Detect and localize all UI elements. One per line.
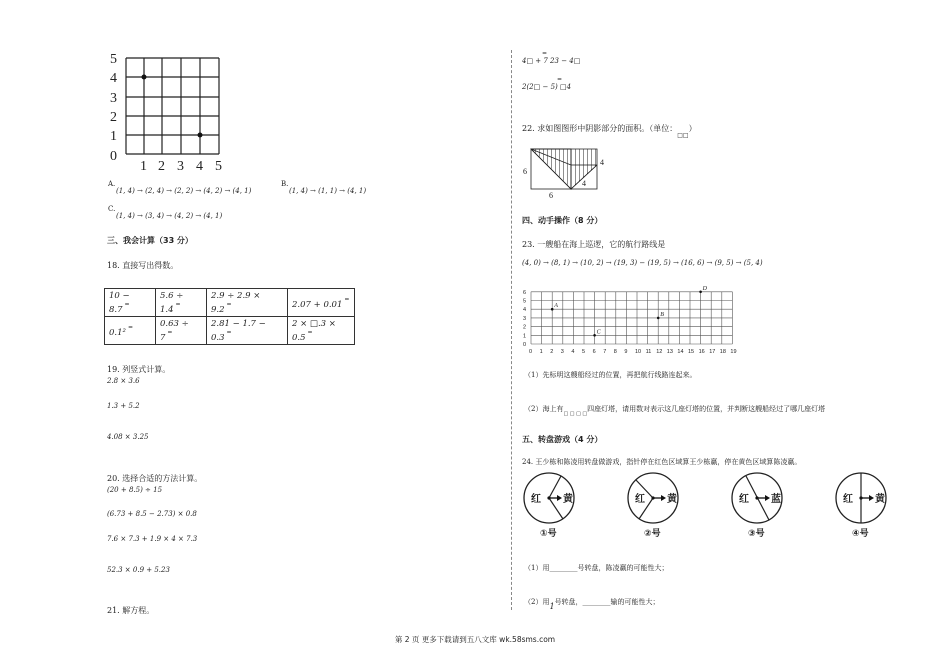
spinner-wheel — [628, 473, 678, 539]
point-label: D — [702, 285, 707, 292]
x-tick: 18 — [719, 349, 726, 355]
point-B — [657, 317, 660, 320]
eq2-symbol: = — [557, 76, 563, 83]
calc-cell: 2 × □.3 × 0.5= — [288, 317, 355, 345]
option-b-route: (1, 4) → (1, 1) → (4, 1) — [289, 187, 367, 195]
y-tick: 0 — [523, 342, 527, 348]
y-tick: 6 — [523, 289, 527, 296]
x-tick: 16 — [698, 349, 705, 355]
x-tick: 9 — [624, 349, 628, 355]
wheel-right-label: 黄 — [563, 494, 573, 505]
x-tick: 12 — [656, 349, 663, 355]
x-tick: 4 — [571, 349, 575, 355]
q18-table — [104, 288, 355, 345]
y-tick: 4 — [110, 71, 117, 86]
figure-label: 6 — [549, 191, 553, 200]
wheel-right-label: 黄 — [875, 494, 885, 505]
spinner-wheel — [836, 473, 886, 539]
point-label: B — [660, 311, 664, 318]
section-3-title: 三、我会计算（33 分） — [107, 236, 193, 245]
calc-cell: 2.07 + 0.01= — [288, 289, 355, 317]
q23-sub1: （1）先标明这艘船经过的位置，再把航行线路连起来。 — [524, 371, 697, 379]
y-tick: 3 — [110, 91, 117, 106]
calc-cell: 2.9 ÷ 2.9 × 9.2= — [207, 289, 288, 317]
wheels-row — [520, 470, 900, 554]
y-tick: 0 — [110, 149, 117, 164]
shaded-area-figure — [519, 145, 611, 200]
q19-item: 4.08 × 3.25 — [107, 433, 149, 441]
q21-text: 21. 解方程。 — [107, 606, 155, 615]
q23-text: 23. 一艘船在海上巡逻，它的航行路线是 — [522, 240, 666, 249]
x-tick: 8 — [613, 349, 617, 355]
grid-point-4-1 — [198, 133, 203, 138]
q23-route: (4, 0) → (8, 1) → (10, 2) → (19, 3) − (19, 5) → (16, 6) → (9, 5) → (5, 4) — [522, 259, 763, 267]
x-tick: 4 — [196, 159, 203, 172]
calc-cell: 10 − 8.7= — [105, 289, 156, 317]
x-tick: 5 — [215, 159, 222, 172]
wheel-left-label: 红 — [843, 494, 853, 505]
calc-cell: 0.63 ÷ 7= — [156, 317, 207, 345]
y-tick: 3 — [523, 315, 527, 322]
wheel-right-label: 蓝 — [771, 494, 781, 505]
equation-1: 4□ + 7 23 − 4□ — [522, 57, 581, 65]
wheel-right-label: 黄 — [667, 494, 677, 505]
q22-text: 22. 求如图图形中阴影部分的面积。（单位：$_{□□}$） — [522, 124, 697, 139]
y-tick: 2 — [110, 110, 117, 125]
x-tick: 11 — [645, 349, 652, 355]
q24-sub2: （2）用1号转盘，________输的可能性大； — [524, 598, 660, 611]
calc-cell: 5.6 ÷ 1.4= — [156, 289, 207, 317]
option-a-route: (1, 4) → (2, 4) → (2, 2) → (4, 2) → (4, 1) — [116, 187, 252, 195]
wheel-number-label: ③号 — [748, 529, 765, 539]
spinner-wheel — [524, 473, 574, 539]
option-c-label: C. — [108, 205, 116, 213]
x-tick: 17 — [709, 349, 716, 355]
q23-sub2: （2）海上有$_{□ □ □ □}$四座灯塔，请用数对表示这几座灯塔的位置，并判断这艘船经过了哪几座灯塔 — [524, 405, 826, 417]
q18-text: 18. 直接写出得数。 — [107, 261, 179, 270]
q24-sub1: （1）用________号转盘，陈凌赢的可能性大； — [524, 564, 669, 572]
x-tick: 2 — [158, 159, 165, 172]
calc-cell: 2.81 − 1.7 − 0.3= — [207, 317, 288, 345]
column-divider — [511, 50, 512, 610]
x-tick: 13 — [666, 349, 673, 355]
y-tick: 4 — [523, 307, 527, 314]
x-tick: 3 — [560, 349, 564, 355]
x-tick: 7 — [603, 349, 607, 355]
x-tick: 3 — [177, 159, 184, 172]
y-tick: 2 — [523, 324, 527, 331]
eq1-symbol: = — [542, 50, 548, 57]
q24-text: 24. 王少栋和陈凌用转盘做游戏，指针停在红色区域算王少栋赢，停在黄色区域算陈凌赢。 — [522, 458, 802, 466]
wheel-number-label: ②号 — [644, 529, 661, 539]
section-5-title: 五、转盘游戏（4 分） — [522, 435, 603, 444]
grid-point-1-4 — [142, 75, 147, 80]
x-tick: 0 — [529, 349, 533, 355]
wheel-left-label: 红 — [635, 494, 645, 505]
y-tick: 5 — [110, 52, 117, 67]
calc-cell: 0.1²= — [105, 317, 156, 345]
y-tick: 1 — [523, 333, 527, 340]
figure-label: 4 — [582, 179, 586, 188]
point-A — [551, 308, 554, 311]
coordinate-grid-figure — [104, 50, 234, 172]
point-label: A — [554, 303, 558, 310]
figure-label: 4 — [600, 158, 604, 167]
q20-item: (6.73 + 8.5 − 2.73) × 0.8 — [107, 510, 197, 518]
point-label: C — [596, 329, 601, 336]
option-a-label: A. — [108, 180, 116, 188]
q19-text: 19. 列竖式计算。 — [107, 365, 171, 374]
x-tick: 1 — [140, 159, 147, 172]
q19-item: 2.8 × 3.6 — [107, 377, 140, 385]
x-tick: 6 — [592, 349, 596, 355]
x-tick: 5 — [582, 349, 586, 355]
x-tick: 10 — [635, 349, 642, 355]
option-c-route: (1, 4) → (3, 4) → (4, 2) → (4, 1) — [116, 212, 223, 220]
boat-route-grid — [520, 278, 745, 356]
y-tick: 1 — [110, 129, 117, 144]
section-4-title: 四、动手操作（8 分） — [522, 216, 603, 225]
wheel-number-label: ④号 — [852, 529, 869, 539]
q20-text: 20. 选择合适的方法计算。 — [107, 474, 203, 483]
x-tick: 1 — [539, 349, 543, 355]
point-C — [593, 334, 596, 337]
wheel-left-label: 红 — [739, 494, 749, 505]
q20-item: 52.3 × 0.9 + 5.23 — [107, 566, 170, 574]
page-footer: 第 2 页 更多下载请到五八文库 wk.58sms.com — [394, 635, 556, 644]
spinner-wheel — [732, 473, 782, 539]
q20-item: (20 + 8.5) ÷ 15 — [107, 486, 163, 494]
wheel-left-label: 红 — [531, 494, 541, 505]
point-D — [699, 291, 702, 294]
q19-item: 1.3 + 5.2 — [107, 402, 140, 410]
equation-2: 2(2□ − 5) □4 — [522, 83, 572, 91]
y-tick: 5 — [523, 298, 527, 305]
x-tick: 19 — [730, 349, 737, 355]
q20-item: 7.6 × 7.3 + 1.9 × 4 × 7.3 — [107, 535, 198, 543]
wheel-number-label: ①号 — [540, 529, 557, 539]
x-tick: 15 — [688, 349, 695, 355]
x-tick: 14 — [677, 349, 684, 355]
option-b-label: B. — [281, 180, 289, 188]
x-tick: 2 — [550, 349, 554, 355]
figure-label: 6 — [523, 167, 527, 176]
